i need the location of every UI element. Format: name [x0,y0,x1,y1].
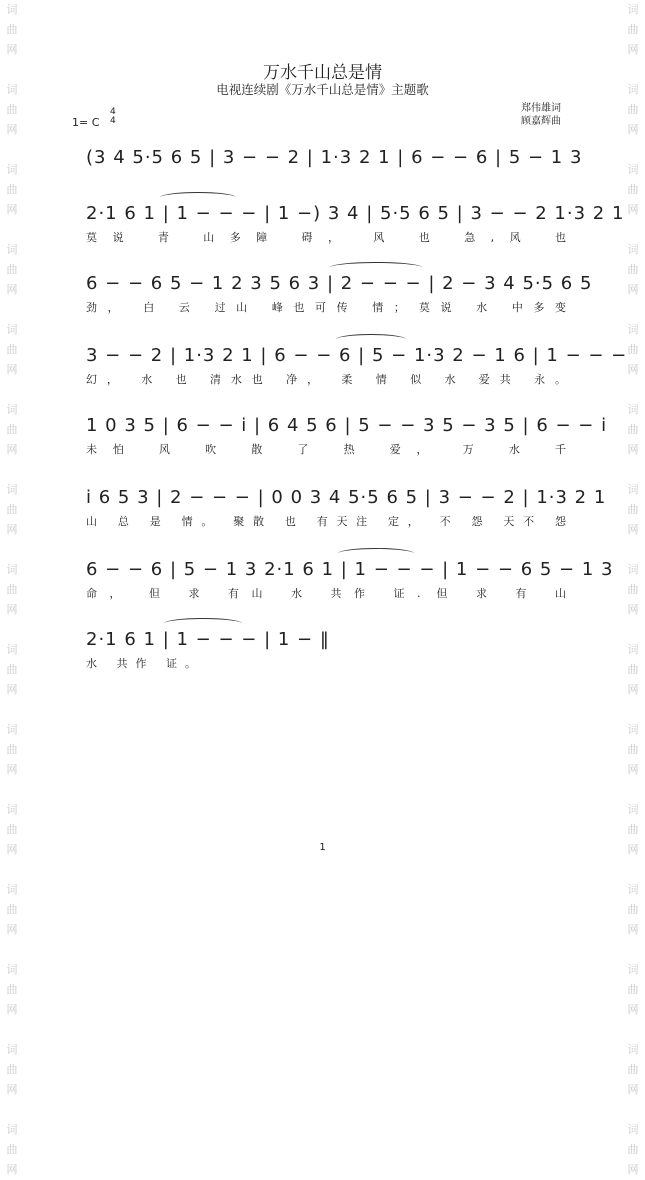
notation-line: 2·1 6 1 | 1 − − − | 1 − ‖ [86,629,330,650]
time-signature-bottom: 4 [110,116,116,126]
notation-line: 3 − − 2 | 1·3 2 1 | 6 − − 6 | 5 − 1·3 2 − 1 6 | 1 − − − [86,345,628,366]
lyric-line: 命， 但 求 有山 水 共作 证. 但 求 有 山 [86,587,566,600]
page-number: 1 [319,842,326,853]
lyric-line: 幻， 水 也 清水也 净， 柔 情 似 水 爱共 永。 [86,373,566,386]
notation-line: 2·1 6 1 | 1 − − − | 1 −) 3 4 | 5·5 6 5 | 3 − − 2 1·3 2 1 [86,203,625,224]
song-title: 万水千山总是情 [263,63,382,83]
time-signature [110,108,116,126]
lyric-line: 劲， 白 云 过山 峰也可传 情； 莫说 水 中多变 [86,301,566,314]
lyric-line: 未怕 风 吹 散 了 热 爱， 万 水 千 [86,443,566,456]
lyric-line [86,174,566,190]
notation-line: 1 0 3 5 | 6 − − i | 6 4 5 6 | 5 − − 3 5 − 3 5 | 6 − − i [86,415,608,436]
notation-line: (3 4 5·5 6 5 | 3 − − 2 | 1·3 2 1 | 6 − − 6 | 5 − 1 3 [86,147,583,168]
watermark-left: 词 曲 网 词 曲 网 词 曲 网 词 曲 网 词 曲 网 词 曲 网 词 曲 网 词 曲 网 词 曲 网 词 曲 网 词 曲 网 词 曲 网 词 曲 网 词 曲 网 词 曲 网 [6,3,18,1176]
song-subtitle: 电视连续剧《万水千山总是情》主题歌 [216,82,429,97]
notation-line: 6 − − 6 5 − 1 2 3 5 6 3 | 2 − − − | 2 − 3 4 5·5 6 5 [86,273,593,294]
notation-line: i 6 5 3 | 2 − − − | 0 0 3 4 5·5 6 5 | 3 − − 2 | 1·3 2 1 [86,487,607,508]
lyric-line: 莫说 青 山多障 碍， 风 也 急,风 也 [86,231,566,244]
lyric-line: 山 总 是 情。 聚散 也 有天注 定， 不 怨 天不 怨 [86,515,566,528]
time-signature-top: 4 [110,107,116,117]
watermark-right: 词 曲 网 词 曲 网 词 曲 网 词 曲 网 词 曲 网 词 曲 网 词 曲 网 词 曲 网 词 曲 网 词 曲 网 词 曲 网 词 曲 网 词 曲 网 词 曲 网 词 曲 网 [627,3,639,1176]
lyric-line: 水 共作 证。 [86,657,196,670]
composer-credit: 顾嘉辉曲 [521,116,561,127]
lyricist-credit: 郑伟雄词 [521,103,561,114]
notation-line: 6 − − 6 | 5 − 1 3 2·1 6 1 | 1 − − − | 1 − − 6 5 − 1 3 [86,559,614,580]
key-signature: 1= C [72,116,100,129]
